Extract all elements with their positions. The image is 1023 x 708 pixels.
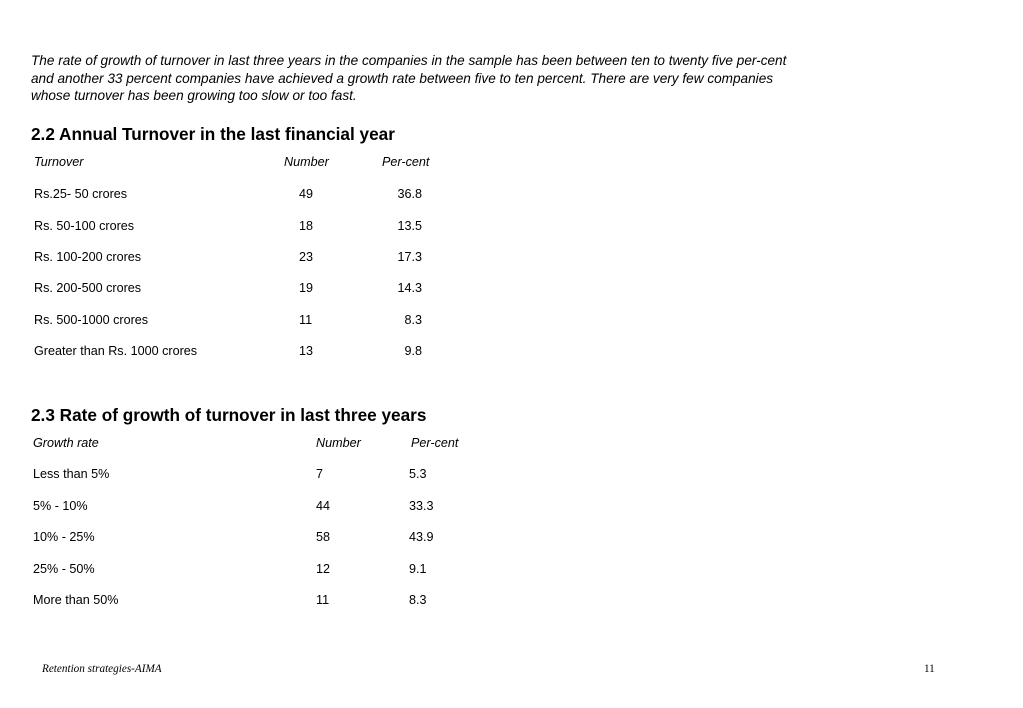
- table-cell-number: 11: [316, 593, 330, 607]
- table-cell-number: 58: [316, 530, 331, 544]
- intro-line: and another 33 percent companies have achieved a growth rate between five to ten percent. There are very few companies: [31, 70, 774, 86]
- table-cell-percent: 36.8: [397, 187, 422, 201]
- table-header-cell: Per-cent: [411, 436, 459, 450]
- footer-title: Retention strategies-AIMA: [42, 663, 162, 675]
- table-cell-percent: 14.3: [397, 281, 422, 295]
- table-header-cell: Number: [316, 436, 361, 450]
- table-cell-label: Rs. 50-100 crores: [34, 219, 135, 233]
- table-cell-label: Rs. 500-1000 crores: [34, 313, 149, 327]
- table-cell-number: 44: [316, 499, 331, 513]
- table-cell-percent: 9.1: [409, 562, 427, 576]
- table-cell-number: 11: [299, 313, 313, 327]
- table-cell-percent: 9.8: [404, 344, 422, 358]
- table-header-cell: Per-cent: [382, 155, 430, 169]
- section-heading-turnover: 2.2 Annual Turnover in the last financial year: [31, 124, 395, 144]
- intro-line: whose turnover has been growing too slow or too fast.: [31, 88, 357, 104]
- intro-paragraph: [31, 52, 871, 105]
- table-cell-percent: 33.3: [409, 499, 434, 513]
- table-cell-percent: 8.3: [409, 593, 427, 607]
- table-cell-number: 49: [299, 187, 314, 201]
- table-cell-percent: 8.3: [404, 313, 422, 327]
- table-cell-label: 10% - 25%: [33, 530, 95, 544]
- table-cell-label: 25% - 50%: [33, 562, 95, 576]
- table-cell-label: Less than 5%: [33, 467, 110, 481]
- table-cell-percent: 43.9: [409, 530, 434, 544]
- table-header-cell: Turnover: [34, 155, 84, 169]
- table-cell-label: More than 50%: [33, 593, 119, 607]
- table-header-cell: Growth rate: [33, 436, 99, 450]
- table-cell-label: Rs. 200-500 crores: [34, 281, 142, 295]
- table-cell-percent: 17.3: [397, 250, 422, 264]
- table-cell-label: Rs.25- 50 crores: [34, 187, 128, 201]
- table-cell-percent: 13.5: [397, 219, 422, 233]
- table-cell-label: 5% - 10%: [33, 499, 88, 513]
- table-header-cell: Number: [284, 155, 329, 169]
- table-cell-number: 18: [299, 219, 314, 233]
- intro-line: The rate of growth of turnover in last three years in the companies in the sample has been between ten to twenty five per-cent: [31, 53, 787, 68]
- table-cell-number: 23: [299, 250, 314, 264]
- table-cell-number: 13: [299, 344, 314, 358]
- table-cell-label: Rs. 100-200 crores: [34, 250, 142, 264]
- table-cell-number: 7: [316, 467, 324, 481]
- page-number: 11: [924, 663, 935, 675]
- table-cell-number: 12: [316, 562, 331, 576]
- section-heading-growth: 2.3 Rate of growth of turnover in last three years: [31, 405, 427, 425]
- table-cell-number: 19: [299, 281, 314, 295]
- table-cell-label: Greater than Rs. 1000 crores: [34, 344, 198, 358]
- table-cell-percent: 5.3: [409, 467, 427, 481]
